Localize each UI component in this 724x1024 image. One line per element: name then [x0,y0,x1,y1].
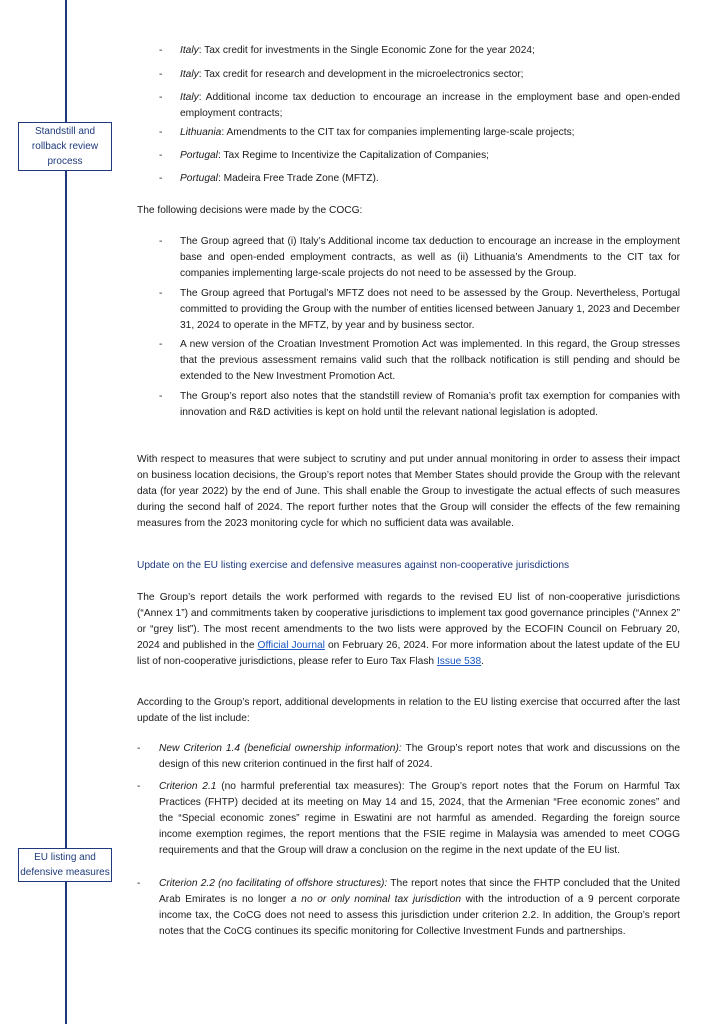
country-name: Italy [180,45,199,56]
bullet-dash: - [159,127,163,138]
measure-text: : Madeira Free Trade Zone (MFTZ). [217,173,379,184]
sidebar-label-eu-listing [18,848,112,882]
paragraph-text: on February 26, 2024. For more information about the latest update of the EU list of non-cooperative jurisdictions, please refer to Euro Tax Flash [137,640,680,667]
list-item-text [180,43,680,59]
measure-text: : Tax Regime to Incentivize the Capitalization of Companies; [217,150,490,161]
list-item-text [159,741,680,773]
criterion-emphasis: a no or only nominal tax jurisdiction [290,894,462,905]
issue-538-link[interactable]: Issue 538 [436,656,482,667]
measure-text: : Tax credit for research and development in the microelectronics sector; [198,69,524,80]
paragraph-text: The Group’s report details the work performed with regards to the revised EU list of non-cooperative jurisdictions (“Annex 1”) and commitments taken by cooperative jurisdictions to implement tax good governance principles (“Annex 2” or “grey list”). The most recent amendments to the two lists were approved by the ECOFIN Council on February 20, 2024 and published in the [137,592,680,651]
eu-list-paragraph [137,590,680,670]
bullet-dash: - [137,781,141,792]
country-name: Lithuania [180,127,222,138]
list-item-text [180,90,680,122]
bullet-dash: - [159,92,163,103]
measure-text: : Amendments to the CIT tax for companies implementing large-scale projects; [221,127,575,138]
country-name: Italy [180,92,199,103]
bullet-dash: - [159,339,163,350]
decisions-intro: The following decisions were made by the COCG: [137,205,363,216]
sidebar-label-text: Standstill and rollback review process [31,126,99,167]
section-heading: Update on the EU listing exercise and defensive measures against non-cooperative jurisdictions [137,560,570,571]
list-item-text: The Group’s report also notes that the standstill review of Romania’s profit tax exemption for companies with innovation and R&D activities is kept on hold until the relevant national legislation is adopted. [180,391,680,418]
list-item-text [180,67,680,83]
criterion-text: The report notes that since the FHTP concluded that the United Arab Emirates is no longer [159,878,680,905]
bullet-dash: - [159,236,163,247]
bullet-dash: - [159,391,163,402]
bullet-dash: - [159,288,163,299]
list-item-text [180,148,680,164]
developments-intro: According to the Group’s report, additional developments in relation to the EU listing exercise that occurred after the last update of the list include: [137,697,680,724]
bullet-dash: - [159,69,163,80]
country-name: Portugal [180,150,218,161]
bullet-dash: - [137,878,141,889]
country-name: Italy [180,69,199,80]
criterion-title: New Criterion 1.4 (beneficial ownership information): [159,743,402,754]
official-journal-link[interactable]: Official Journal [257,640,325,651]
monitoring-paragraph: With respect to measures that were subject to scrutiny and put under annual monitoring in order to assess their impact on business location decisions, the Group’s report notes that Member States should provide the Group with the relevant data (for year 2022) by the end of June. This shall enable the Group to investigate the actual effects of such measures during the second half of 2024. The report further notes that the Group will consider the effects of the few remaining measures from the 2023 monitoring cycle for which no sufficient data was available. [137,454,680,529]
sidebar-label-text: EU listing and defensive measures [20,852,110,878]
list-item-text [159,779,680,859]
criterion-text: (no harmful preferential tax measures): The Group’s report notes that the Forum on Harmful Tax Practices (FHTP) decided at its meeting on May 14 and 15, 2024, that the Armenian “Free economic zones” and the “Special economic zones” regime in Eswatini are not harmful as amended. Regarding the foreign source income exemption regimes, the report mentions that the FSIE regime in Malaysia was amended to meet COGG requirements and that the Group will draw a conclusion on the regime in the next update of the EU list. [159,781,680,856]
bullet-dash: - [159,150,163,161]
bullet-dash: - [159,173,163,184]
list-item-text: The Group agreed that Portugal’s MFTZ does not need to be assessed by the Group. Nevertheless, Portugal committed to providing the Group with the number of entities licensed between January 1, 2023 and December 31, 2024 to operate in the MFTZ, by year and by business sector. [180,288,680,331]
list-item-text: A new version of the Croatian Investment Promotion Act was implemented. In this regard, the Group stresses that the previous assessment remains valid such that the rollback notification is still pending and should be extended to the New Investment Promotion Act. [180,339,680,382]
list-item-text: The Group agreed that (i) Italy’s Additional income tax deduction to encourage an increase in the employment base and open-ended employment contracts, as well as (ii) Lithuania’s Amendments to the CIT tax for companies implementing large-scale projects do not need to be assessed by the Group. [180,236,680,279]
paragraph-text: . [481,656,484,667]
measure-text: : Additional income tax deduction to encourage an increase in the employment base and open-ended employment contracts; [180,92,680,119]
list-item-text [180,125,680,141]
criterion-text: The Group’s report notes that work and discussions on the design of this new criterion continued in the first half of 2024. [159,743,680,770]
sidebar-label-standstill [18,122,112,171]
criterion-title: Criterion 2.1 [159,781,217,792]
country-name: Portugal [180,173,218,184]
bullet-dash: - [159,45,163,56]
criterion-title: Criterion 2.2 (no facilitating of offshore structures): [159,878,388,889]
measure-text: : Tax credit for investments in the Single Economic Zone for the year 2024; [198,45,535,56]
list-item-text [180,171,680,187]
criterion-text: with the introduction of a 9 percent corporate income tax, the CoCG does not need to assess this jurisdiction under criterion 2.2. In addition, the Group’s report notes that the CoCG continues its specific monitoring for Collective Investment Funds and partnerships. [159,894,681,937]
list-item-text [159,876,680,940]
bullet-dash: - [137,743,141,754]
